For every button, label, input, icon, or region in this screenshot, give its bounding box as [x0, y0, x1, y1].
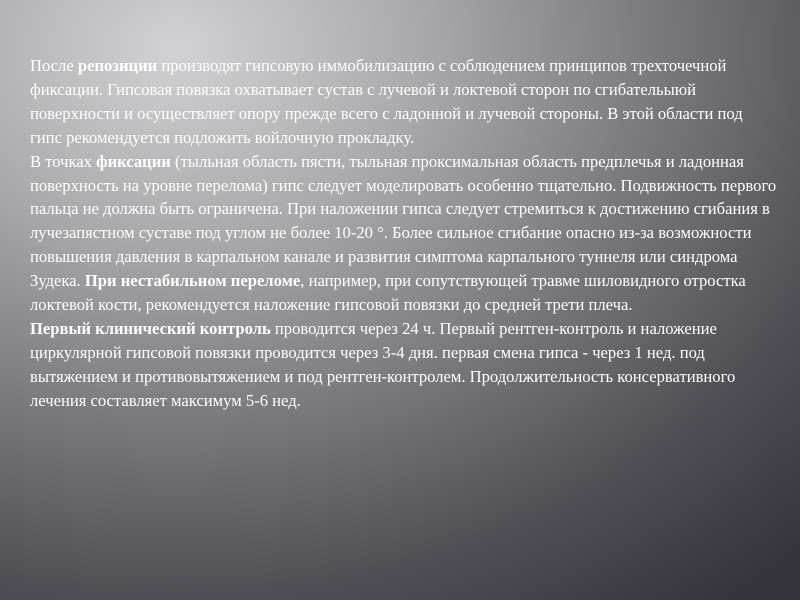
- paragraph-fixation: [30, 150, 778, 317]
- bold-term-unstable-fracture: При нестабильном переломе: [84, 271, 301, 291]
- text-segment: проводится через 24 ч. Первый рентген-контроль и наложение циркулярной гипсовой повязки проводится через 3-4 дня. первая смена гипса - через 1 нед. под вытяжением и противовытяжением и под рентген-контролем. Продолжительность консервативного лечения составляет максимум 5-6 нед.: [30, 318, 736, 410]
- text-segment: производят гипсовую иммобилизацию с соблюдением принципов трехточечной фиксации. Гипсовая повязка охватывает сустав с лучевой и локтевой сторон по сгибательыюй поверхности и осуществляет опору прежде всего с ладонной и лучевой стороны. В этой области под гипс рекомендуется подложить войлочную прокладку.: [30, 56, 743, 147]
- text-segment: (тыльная область пясти, тыльная проксимальная область предплечья и ладонная поверхность на уровне перелома) гипс следует моделировать особенно тщательно. Подвижность первого пальца не должна быть ограничена. При наложении гипса следует стремиться к достижению сгибания в лучезапястном суставе под углом не более 10-20 °. Более сильное сгибание опасно из-за возможности повышения давления в карпальном канале и развития симптома карпального туннеля или синдрома Зудека.: [30, 151, 777, 291]
- text-segment: , например, при сопутствующей травме шиловидного отростка локтевой кости, рекомендуется наложение гипсовой повязки до средней трети плеча.: [30, 271, 746, 315]
- paragraph-reposition: [30, 54, 778, 150]
- bold-term-reposition: репозиции: [77, 56, 158, 75]
- paragraph-clinical-control: [30, 317, 778, 413]
- text-segment: В точках: [30, 151, 97, 171]
- slide-text-block: [30, 54, 778, 413]
- bold-term-first-clinical-control: Первый клинический контроль: [30, 318, 271, 338]
- text-segment: После: [30, 56, 78, 75]
- bold-term-fixation: фиксации: [96, 151, 171, 171]
